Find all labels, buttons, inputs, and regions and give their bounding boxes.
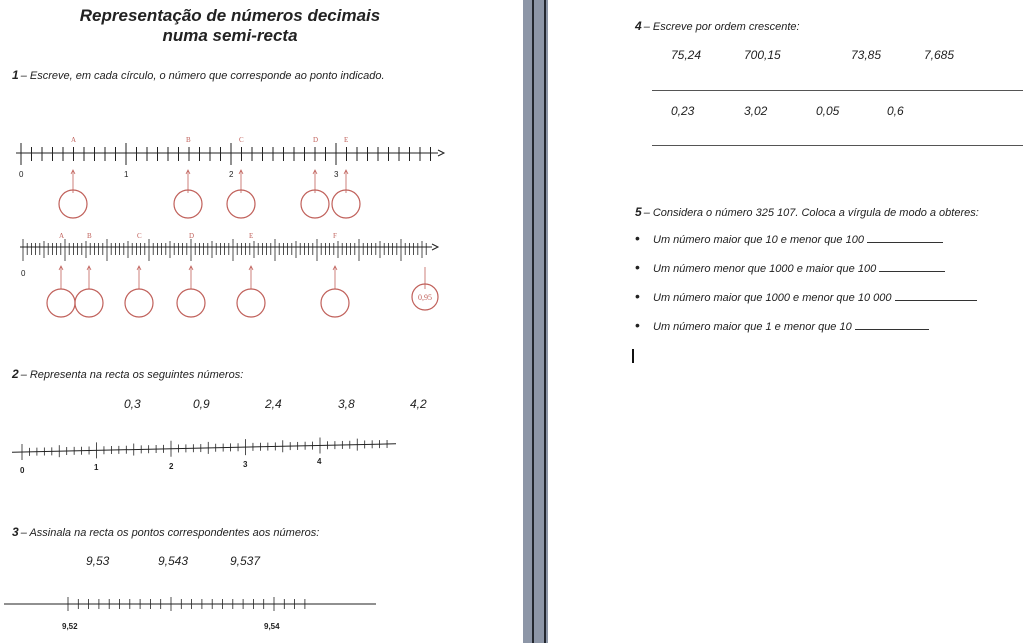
question-2 bbox=[12, 367, 243, 381]
q5-item-1 bbox=[635, 232, 977, 261]
q1-line1-point-label: D bbox=[313, 136, 319, 144]
q1-line2-point-label: D bbox=[189, 232, 195, 240]
question-1-text: – Escreve, em cada círculo, o número que corresponde ao ponto indicado. bbox=[20, 70, 385, 82]
q3-number-line bbox=[0, 594, 400, 618]
q2-axis bbox=[12, 444, 396, 452]
q4-row1-value-1: 75,24 bbox=[671, 48, 702, 62]
q4-row1-value-2: 700,15 bbox=[744, 48, 781, 62]
q2-tick-label-4: 4 bbox=[317, 457, 322, 466]
q3-value-2: 9,543 bbox=[158, 554, 189, 568]
q1-line2-answer-circle bbox=[125, 289, 153, 317]
q5-item-4-blank[interactable] bbox=[855, 319, 929, 330]
q4-row1-value-3: 73,85 bbox=[851, 48, 882, 62]
q2-number-line bbox=[0, 432, 400, 462]
q5-item-4 bbox=[635, 319, 977, 348]
question-3 bbox=[12, 525, 319, 539]
question-4-text: – Escreve por ordem crescente: bbox=[643, 21, 800, 33]
worksheet-title-line2: numa semi-recta bbox=[162, 26, 298, 45]
q1-line2-point-label: B bbox=[87, 232, 92, 240]
q3-tick-label-1: 9,52 bbox=[62, 622, 78, 631]
q4-row2-value-2: 3,02 bbox=[744, 104, 768, 118]
q4-answer-line-1[interactable] bbox=[652, 90, 1023, 91]
q1-line1-point-label: E bbox=[344, 136, 349, 144]
question-3-text: – Assinala na recta os pontos correspondentes aos números: bbox=[20, 527, 320, 539]
question-2-text: – Representa na recta os seguintes números: bbox=[20, 369, 244, 381]
q1-line2-answer-circle bbox=[75, 289, 103, 317]
question-4-number: 4 bbox=[635, 19, 642, 33]
q1-line2-given-value: 0,95 bbox=[418, 293, 432, 302]
q5-item-1-text: Um número maior que 10 e menor que 100 bbox=[653, 234, 864, 246]
q1-line2-answer-circle bbox=[47, 289, 75, 317]
q5-item-1-blank[interactable] bbox=[867, 232, 943, 243]
q3-tick-label-2: 9,54 bbox=[264, 622, 280, 631]
q1-number-line-2 bbox=[20, 232, 438, 317]
q1-line1-point-label: B bbox=[186, 136, 191, 144]
question-5 bbox=[635, 205, 979, 219]
q2-tick-label-1: 1 bbox=[94, 463, 99, 472]
question-3-number: 3 bbox=[12, 525, 19, 539]
q1-line1-point-label: A bbox=[71, 136, 77, 144]
question-5-text: – Considera o número 325 107. Coloca a vírgula de modo a obteres: bbox=[643, 207, 979, 219]
q4-answer-line-2[interactable] bbox=[652, 145, 1023, 146]
q1-line1-arrow bbox=[438, 150, 444, 156]
q2-value-3: 2,4 bbox=[265, 397, 282, 411]
q4-row2-value-3: 0,05 bbox=[816, 104, 840, 118]
q5-item-4-text: Um número maior que 1 e menor que 10 bbox=[653, 321, 852, 333]
q1-line1-answer-circle bbox=[59, 190, 87, 218]
question-1-number: 1 bbox=[12, 68, 19, 82]
q1-line2-tick-label: 0 bbox=[21, 269, 26, 278]
q1-line2-point-label: C bbox=[137, 232, 142, 240]
q2-value-4: 3,8 bbox=[338, 397, 355, 411]
q1-line1-answer-circle bbox=[227, 190, 255, 218]
q2-tick-label-3: 3 bbox=[243, 460, 248, 469]
q1-line2-answer-circle bbox=[237, 289, 265, 317]
q2-value-2: 0,9 bbox=[193, 397, 210, 411]
q2-value-1: 0,3 bbox=[124, 397, 141, 411]
q1-line1-tick-label: 3 bbox=[334, 170, 339, 179]
question-4 bbox=[635, 19, 800, 33]
question-2-number: 2 bbox=[12, 367, 19, 381]
q5-item-list bbox=[635, 232, 977, 348]
q2-tick-label-2: 2 bbox=[169, 462, 174, 471]
question-5-number: 5 bbox=[635, 205, 642, 219]
worksheet-title-line1: Representação de números decimais bbox=[79, 6, 381, 25]
q2-tick-label-0: 0 bbox=[20, 466, 25, 475]
q1-line2-point-label: A bbox=[59, 232, 65, 240]
q4-row2-value-1: 0,23 bbox=[671, 104, 695, 118]
q1-line1-tick-label: 1 bbox=[124, 170, 129, 179]
q1-line1-answer-circle bbox=[174, 190, 202, 218]
q5-item-3 bbox=[635, 290, 977, 319]
q2-value-5: 4,2 bbox=[410, 397, 427, 411]
q5-item-2 bbox=[635, 261, 977, 290]
q3-value-3: 9,537 bbox=[230, 554, 261, 568]
q1-line1-point-label: C bbox=[239, 136, 244, 144]
right-page bbox=[548, 0, 1023, 643]
page-gutter bbox=[523, 0, 548, 643]
gutter-edge-right bbox=[544, 0, 546, 643]
q1-line1-tick-label: 2 bbox=[229, 170, 234, 179]
text-cursor bbox=[632, 349, 634, 363]
q1-line1-answer-circle bbox=[332, 190, 360, 218]
q1-line2-point-label: F bbox=[333, 232, 337, 240]
q1-line1-answer-circle bbox=[301, 190, 329, 218]
q1-line2-point-label: E bbox=[249, 232, 254, 240]
q5-item-3-blank[interactable] bbox=[895, 290, 977, 301]
q4-row2-value-4: 0,6 bbox=[887, 104, 904, 118]
q1-line2-arrow bbox=[432, 244, 438, 250]
q1-line1-tick-label: 0 bbox=[19, 170, 24, 179]
q1-number-line-1 bbox=[16, 136, 444, 218]
gutter-edge-left bbox=[532, 0, 534, 643]
q5-item-2-blank[interactable] bbox=[879, 261, 945, 272]
q1-line2-answer-circle bbox=[177, 289, 205, 317]
q3-value-1: 9,53 bbox=[86, 554, 110, 568]
q1-line2-answer-circle bbox=[321, 289, 349, 317]
q5-item-2-text: Um número menor que 1000 e maior que 100 bbox=[653, 263, 877, 275]
q4-row1-value-4: 7,685 bbox=[924, 48, 955, 62]
q1-number-line-figure bbox=[0, 120, 460, 340]
q5-item-3-text: Um número maior que 1000 e menor que 10 000 bbox=[653, 292, 892, 304]
question-1 bbox=[12, 68, 385, 82]
